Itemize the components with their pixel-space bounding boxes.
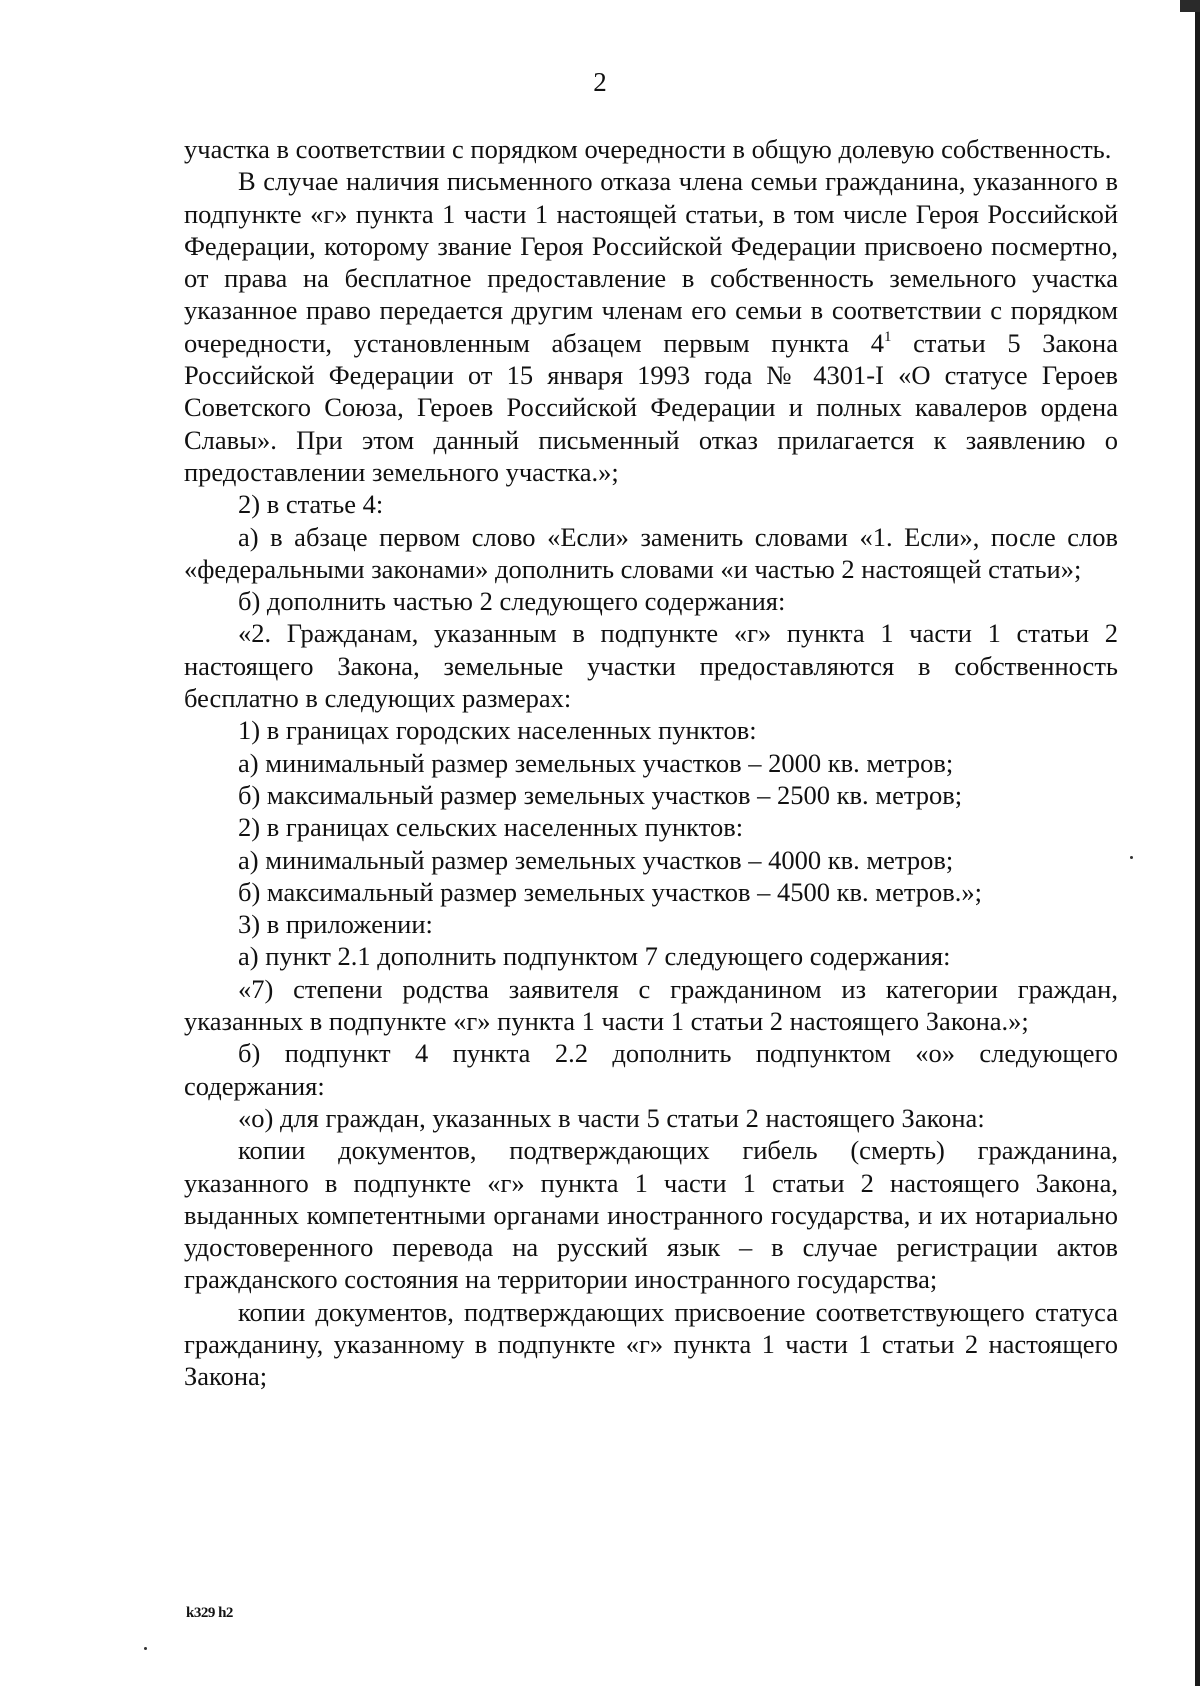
scan-speck	[1130, 856, 1133, 859]
paragraph: а) минимальный размер земельных участков – 4000 кв. метров;	[238, 844, 954, 875]
document-body	[184, 133, 1118, 1393]
paragraph-text: статьи 5 Закона Российской Федерации от 15 января 1993 года № 4301-I «О статусе Героев Советского Союза, Героев Российской Федерации и полных кавалеров ордена Славы». При этом данный письменный отказ прилагается к заявлению о предоставлении земельного участка.»;	[184, 327, 1118, 487]
paragraph: 2) в границах сельских населенных пунктов:	[238, 812, 744, 843]
paragraph: «о) для граждан, указанных в части 5 статьи 2 настоящего Закона:	[238, 1102, 985, 1133]
paragraph: «7) степени родства заявителя с гражданином из категории граждан, указанных в подпункте «г» пункта 1 части 1 статьи 2 настоящего Закона.»;	[184, 973, 1118, 1037]
paragraph: а) в абзаце первом слово «Если» заменить словами «1. Если», после слов «федеральными законами» дополнить словами «и частью 2 настоящей статьи»;	[184, 521, 1118, 584]
scan-edge	[1195, 0, 1200, 1686]
paragraph: б) максимальный размер земельных участков – 2500 кв. метров;	[238, 779, 963, 810]
paragraph: копии документов, подтверждающих присвоение соответствующего статуса гражданину, указанному в подпункте «г» пункта 1 части 1 статьи 2 настоящего Закона;	[184, 1296, 1118, 1392]
paragraph: а) минимальный размер земельных участков – 2000 кв. метров;	[238, 747, 954, 778]
scan-edge-corner	[1180, 0, 1200, 12]
superscript: 1	[883, 328, 892, 345]
paragraph-text: В случае наличия письменного отказа члена семьи гражданина, указанного в подпункте «г» пункта 1 части 1 настоящей статьи, в том числе Героя Российской Федерации, которому звание Героя Российской Федерации присвоено посмертно, от права на бесплатное предоставление в собственность земельного участка указанное право передается другим членам его семьи в соответствии с порядком очередности, установленным абзацем первым пункта 4	[184, 166, 1118, 358]
paragraph: 3) в приложении:	[238, 909, 433, 940]
paragraph	[184, 165, 1118, 488]
paragraph: 2) в статье 4:	[238, 489, 384, 520]
page-number: 2	[593, 67, 607, 97]
paragraph: б) максимальный размер земельных участков – 4500 кв. метров.»;	[238, 876, 982, 907]
paragraph: б) дополнить частью 2 следующего содержания:	[238, 586, 786, 617]
scan-speck	[144, 1647, 147, 1650]
paragraph: копии документов, подтверждающих гибель (смерть) гражданина, указанного в подпункте «г» пункта 1 части 1 статьи 2 настоящего Закона, выданных компетентными органами иностранного государства, и их нотариально удостоверенного перевода на русский язык – в случае регистрации актов гражданского состояния на территории иностранного государства;	[184, 1135, 1118, 1295]
paragraph: участка в соответствии с порядком очередности в общую долевую собственность.	[184, 134, 1112, 164]
paragraph: 1) в границах городских населенных пунктов:	[238, 715, 757, 746]
paragraph: «2. Гражданам, указанным в подпункте «г» пункта 1 части 1 статьи 2 настоящего Закона, земельные участки предоставляются в собственность бесплатно в следующих размерах:	[184, 618, 1118, 714]
document-code: k329 h2	[186, 1605, 233, 1621]
paragraph: б) подпункт 4 пункта 2.2 дополнить подпунктом «о» следующего содержания:	[184, 1038, 1118, 1101]
paragraph: а) пункт 2.1 дополнить подпунктом 7 следующего содержания:	[238, 941, 951, 972]
